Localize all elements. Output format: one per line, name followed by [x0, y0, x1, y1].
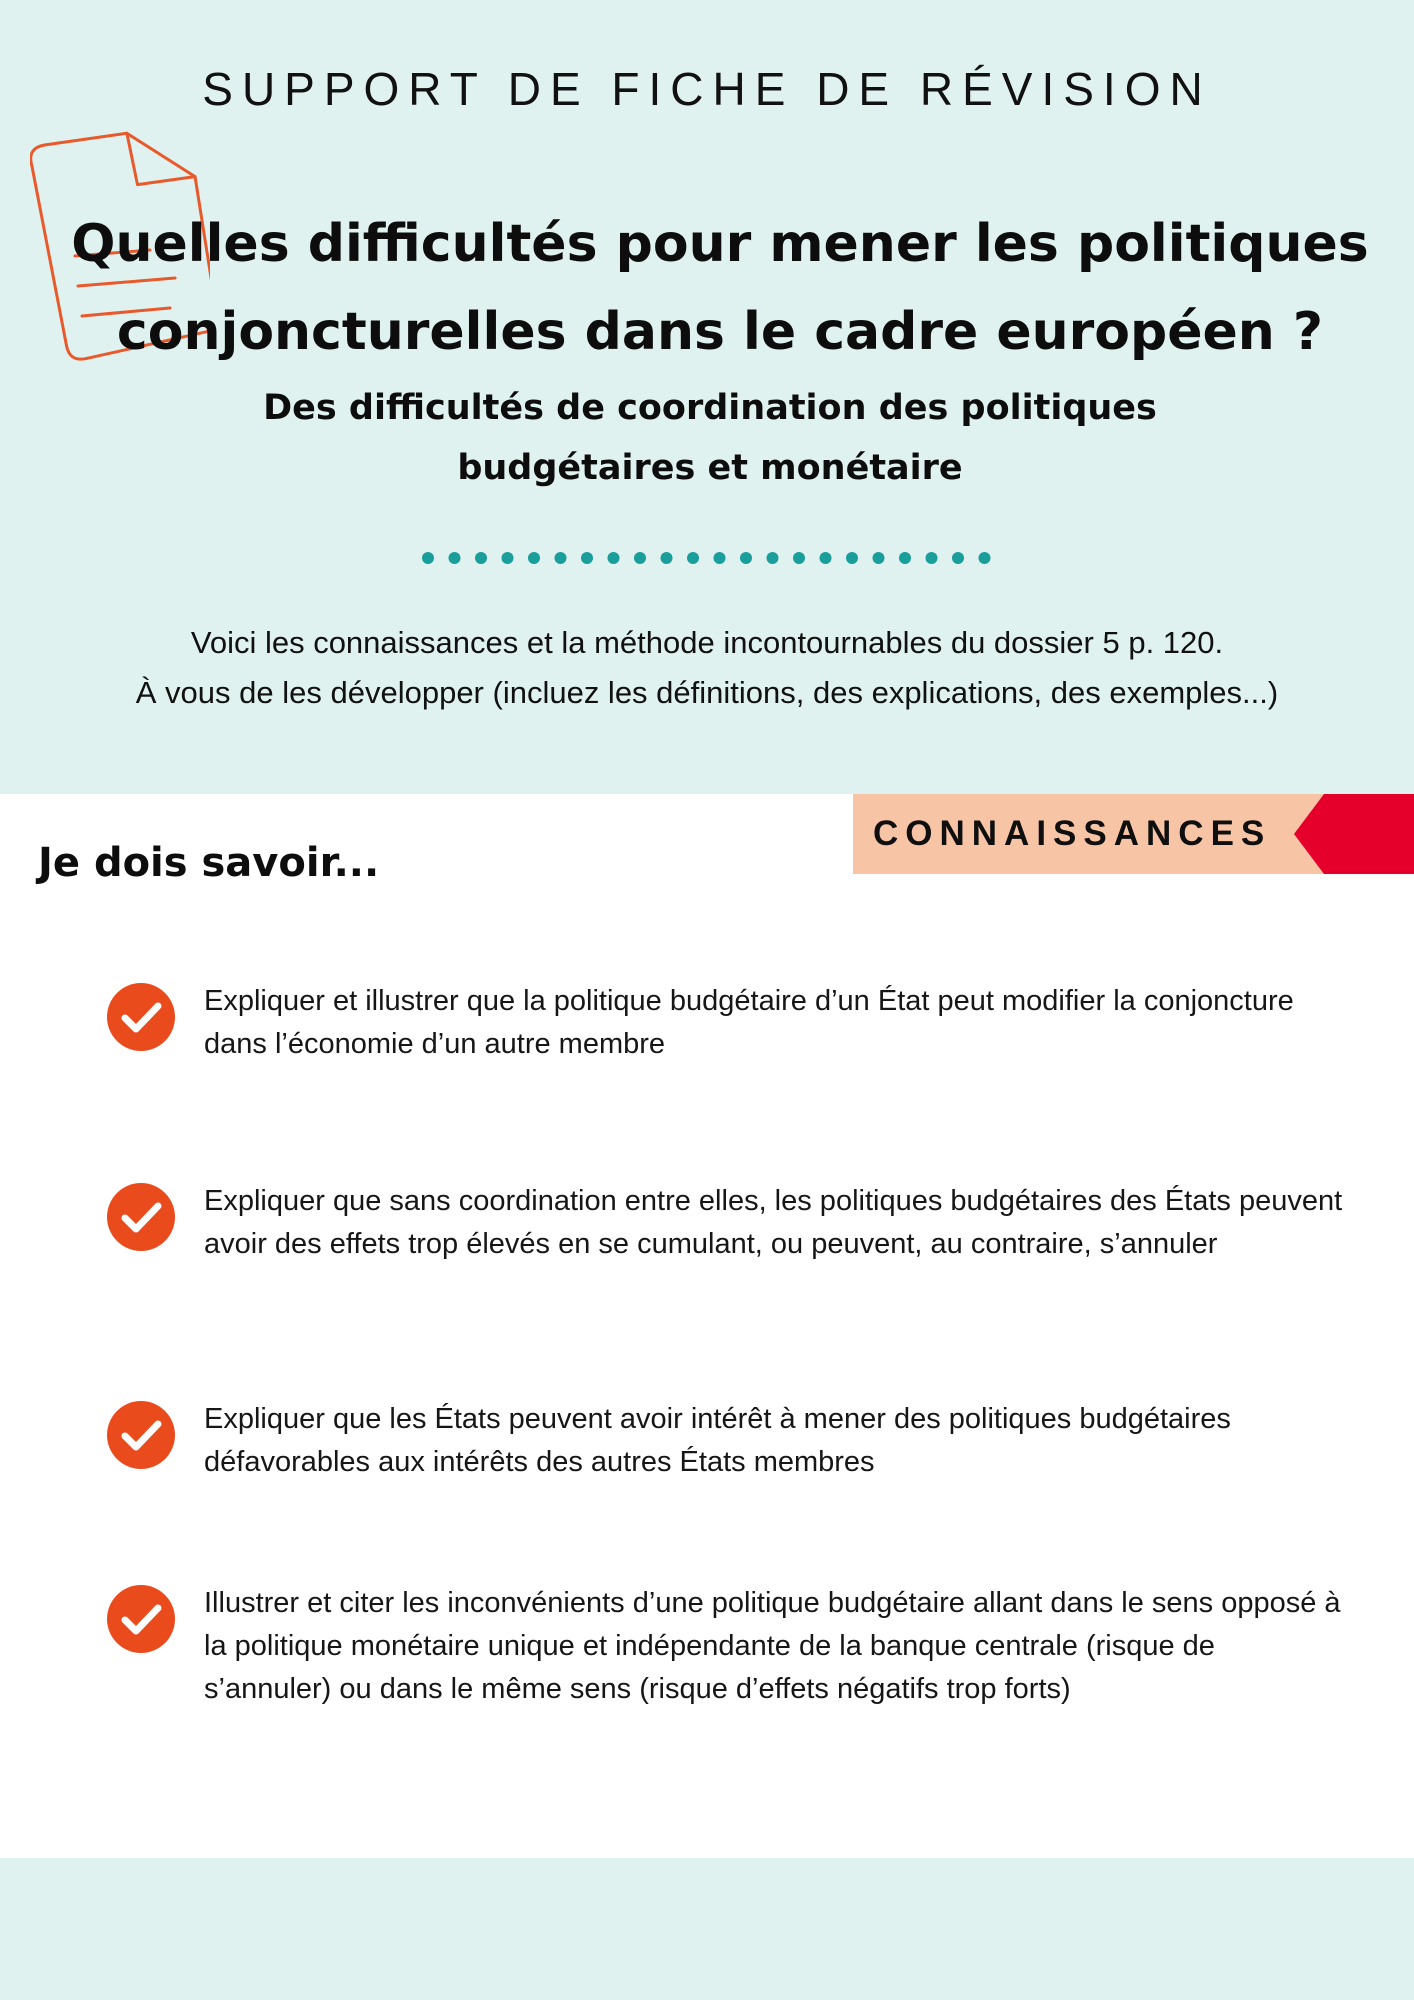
- main-title-line-2: conjoncturelles dans le cadre européen ?: [116, 302, 1324, 362]
- divider-dot: [608, 552, 620, 564]
- divider-dot: [449, 552, 461, 564]
- divider-dot: [926, 552, 938, 564]
- check-circle-icon: [106, 1400, 176, 1470]
- section-heading: Je dois savoir...: [38, 840, 380, 886]
- divider-dot: [952, 552, 964, 564]
- list-item: [106, 1582, 1346, 1711]
- divider-dot: [634, 552, 646, 564]
- divider-dot: [740, 552, 752, 564]
- divider-dot: [502, 552, 514, 564]
- divider-dot: [899, 552, 911, 564]
- list-item-text: Expliquer et illustrer que la politique budgétaire d’un État peut modifier la conjoncture dans l’économie d’un autre membre: [204, 985, 1294, 1060]
- divider-dot: [820, 552, 832, 564]
- check-circle-icon: [106, 1182, 176, 1252]
- tab-arrow-shape: [1294, 794, 1414, 874]
- divider-dot: [767, 552, 779, 564]
- check-circle-icon: [106, 982, 176, 1052]
- intro-line-2: À vous de les développer (incluez les définitions, des explications, des exemples...): [135, 675, 1279, 710]
- subtitle: [180, 378, 1240, 498]
- divider-dot: [873, 552, 885, 564]
- divider-dot: [714, 552, 726, 564]
- divider-dot: [979, 552, 991, 564]
- divider-dot: [555, 552, 567, 564]
- divider-dot: [475, 552, 487, 564]
- list-item: [106, 1398, 1346, 1484]
- divider-dot: [422, 552, 434, 564]
- section-tab: CONNAISSANCES: [853, 794, 1328, 874]
- list-item-text: Expliquer que les États peuvent avoir intérêt à mener des politiques budgétaires défavorables aux intérêts des autres États membres: [204, 1403, 1231, 1478]
- list-item-text: Expliquer que sans coordination entre elles, les politiques budgétaires des États peuvent avoir des effets trop élevés en se cumulant, ou peuvent, au contraire, s’annuler: [204, 1185, 1343, 1260]
- divider-dot: [846, 552, 858, 564]
- footer-background: [0, 1858, 1414, 2000]
- subtitle-line-2: budgétaires et monétaire: [457, 448, 963, 488]
- list-item: [106, 1180, 1346, 1266]
- divider-dot: [687, 552, 699, 564]
- divider-dot: [793, 552, 805, 564]
- subtitle-line-1: Des difficultés de coordination des politiques: [263, 388, 1157, 428]
- intro-line-1: Voici les connaissances et la méthode incontournables du dossier 5 p. 120.: [190, 625, 1224, 660]
- main-title: [40, 200, 1400, 376]
- divider-dot: [661, 552, 673, 564]
- check-circle-icon: [106, 1584, 176, 1654]
- main-title-line-1: Quelles difficultés pour mener les politiques: [71, 214, 1369, 274]
- list-item: [106, 980, 1346, 1066]
- divider-dot: [528, 552, 540, 564]
- dotted-divider: [420, 550, 1000, 566]
- support-title: SUPPORT DE FICHE DE RÉVISION: [202, 63, 1212, 115]
- list-item-text: Illustrer et citer les inconvénients d’une politique budgétaire allant dans le sens opposé à la politique monétaire unique et indépendante de la banque centrale (risque de s’annuler) ou dans le même sens (risque d’effets négatifs trop forts): [204, 1587, 1341, 1705]
- intro-text: [40, 618, 1374, 718]
- divider-dot: [581, 552, 593, 564]
